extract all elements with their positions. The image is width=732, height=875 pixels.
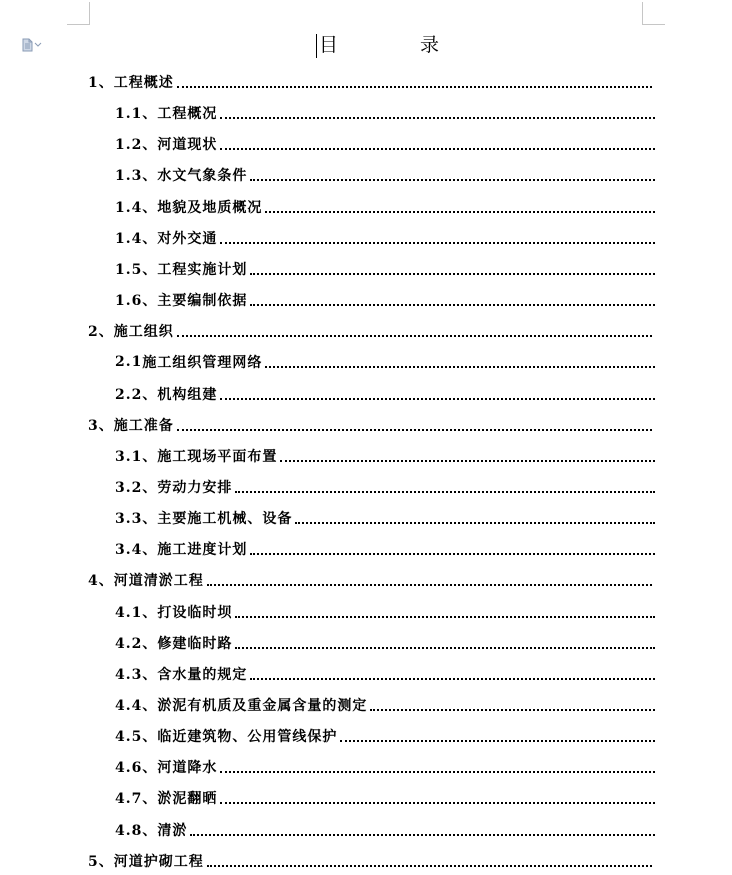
toc-dot-leader [370, 709, 655, 711]
toc-entry-number: 1.4、 [115, 230, 158, 247]
toc-entry-label: 施工现场平面布置 [157, 448, 278, 465]
toc-entry[interactable] [115, 600, 655, 624]
toc-dot-leader [235, 616, 655, 618]
toc-dot-leader [220, 398, 655, 400]
toc-entry[interactable] [115, 724, 655, 748]
toc-entry-label: 工程实施计划 [157, 261, 248, 278]
toc-entry[interactable] [115, 786, 655, 810]
toc-entry-number: 4.6、 [115, 760, 158, 777]
toc-dot-leader [177, 86, 652, 88]
toc-entry-number: 1.2、 [115, 137, 158, 154]
toc-dot-leader [250, 179, 655, 181]
toc-entry-label: 打设临时坝 [157, 604, 233, 621]
toc-entry-number: 3.1、 [115, 448, 158, 465]
toc-dot-leader [235, 491, 655, 493]
toc-entry-label: 施工进度计划 [157, 542, 248, 559]
toc-entry[interactable] [115, 662, 655, 686]
toc-entry-label: 施工组织 [113, 324, 174, 341]
toc-entry[interactable] [115, 755, 655, 779]
toc-entry[interactable] [88, 70, 652, 94]
toc-entry-number: 1.3、 [115, 168, 158, 185]
toc-dot-leader [250, 678, 655, 680]
toc-dot-leader [250, 273, 655, 275]
toc-entry-number: 3.4、 [115, 542, 158, 559]
toc-entry[interactable] [115, 132, 655, 156]
toc-entry-number: 4.8、 [115, 822, 158, 839]
toc-entry[interactable] [115, 195, 655, 219]
toc-dot-leader [340, 740, 655, 742]
toc-entry-number: 4.7、 [115, 791, 158, 808]
toc-entry-label: 水文气象条件 [157, 168, 248, 185]
toc-entry-number: 4.4、 [115, 698, 158, 714]
toc-entry-label: 主要施工机械、设备 [157, 511, 293, 528]
toc-entry-label: 含水量的规定 [157, 666, 248, 683]
toc-entry-label: 工程概况 [157, 106, 218, 123]
toc-entry[interactable] [115, 537, 655, 561]
toc-entry-label: 机构组建 [157, 386, 218, 403]
toc-entry[interactable] [115, 163, 655, 187]
toc-entry-number: 4.5、 [115, 729, 158, 746]
toc-entry-label: 工程概述 [113, 75, 174, 91]
toc-entry-number: 1.6、 [115, 293, 158, 310]
toc-dot-leader [177, 429, 652, 431]
toc-entry-number: 2、 [88, 324, 114, 341]
toc-dot-leader [220, 242, 655, 244]
toc-entry[interactable] [115, 101, 655, 125]
toc-entry-label: 河道降水 [157, 760, 218, 777]
toc-entry-label: 河道护砌工程 [113, 853, 204, 870]
toc-dot-leader [190, 834, 655, 836]
toc-dot-leader [265, 211, 655, 213]
toc-dot-leader [207, 865, 652, 867]
toc-entry-label: 清淤 [157, 822, 188, 839]
toc-entry-number: 5、 [88, 853, 114, 870]
toc-entry[interactable] [115, 631, 655, 655]
toc-entry-number: 4.2、 [115, 635, 158, 652]
toc-entry-number: 2.2、 [115, 386, 158, 403]
toc-entry-number: 1、 [88, 75, 114, 91]
toc-entry-label: 主要编制依据 [157, 293, 248, 310]
toc-entry[interactable] [115, 350, 655, 374]
toc-entry-number: 4.3、 [115, 666, 158, 683]
toc-dot-leader [235, 647, 655, 649]
toc-entry[interactable] [88, 849, 652, 873]
toc-entry[interactable] [115, 288, 655, 312]
paste-options-button[interactable] [20, 37, 48, 53]
toc-entry-number: 2.1 [115, 354, 143, 371]
toc-dot-leader [250, 304, 655, 306]
toc-dot-leader [295, 522, 655, 524]
toc-entry[interactable] [115, 693, 655, 717]
toc-entry[interactable] [88, 319, 652, 343]
toc-entry-label: 对外交通 [157, 230, 218, 247]
chevron-down-icon [34, 42, 42, 48]
toc-entry-label: 临近建筑物、公用管线保护 [157, 729, 338, 746]
toc-dot-leader [220, 148, 655, 150]
toc-entry[interactable] [115, 257, 655, 281]
toc-entry-label: 淤泥有机质及重金属含量的测定 [157, 698, 368, 714]
toc-entry[interactable] [115, 226, 655, 250]
toc-dot-leader [220, 802, 655, 804]
toc-entry-label: 施工组织管理网络 [142, 355, 263, 372]
document-icon [20, 38, 34, 52]
toc-entry-number: 3、 [88, 417, 114, 434]
toc-entry-label: 施工准备 [113, 417, 174, 434]
toc-entry-number: 1.1、 [115, 106, 158, 123]
toc-dot-leader [220, 117, 655, 119]
toc-entry[interactable] [88, 568, 652, 592]
toc-entry-label: 河道现状 [157, 137, 218, 154]
toc-dot-leader [207, 584, 652, 586]
toc-entry[interactable] [88, 413, 652, 437]
toc-entry-label: 劳动力安排 [157, 479, 233, 496]
toc-entry-number: 4.1、 [115, 604, 158, 621]
toc-entry-number: 3.3、 [115, 511, 158, 528]
page-title: 目 录 [319, 34, 478, 56]
crop-mark-top-right [642, 2, 665, 25]
toc-entry-number: 1.5、 [115, 261, 158, 278]
toc-dot-leader [280, 460, 655, 462]
toc-entry[interactable] [115, 818, 655, 842]
toc-entry-number: 3.2、 [115, 479, 158, 496]
toc-dot-leader [220, 771, 655, 773]
text-cursor [316, 34, 317, 58]
toc-dot-leader [265, 366, 655, 368]
toc-entry-number: 4、 [88, 573, 114, 590]
toc-entry-number: 1.4、 [115, 199, 158, 216]
toc-entry[interactable] [115, 444, 655, 468]
toc-entry-label: 地貌及地质概况 [157, 199, 263, 216]
crop-mark-top-left [67, 2, 90, 25]
toc-entry[interactable] [115, 506, 655, 530]
toc-dot-leader [177, 335, 652, 337]
toc-entry-label: 修建临时路 [157, 635, 233, 652]
toc-dot-leader [250, 553, 655, 555]
toc-entry-label: 淤泥翻晒 [157, 791, 218, 808]
toc-entry[interactable] [115, 382, 655, 406]
toc-entry-label: 河道清淤工程 [113, 573, 204, 590]
toc-entry[interactable] [115, 475, 655, 499]
